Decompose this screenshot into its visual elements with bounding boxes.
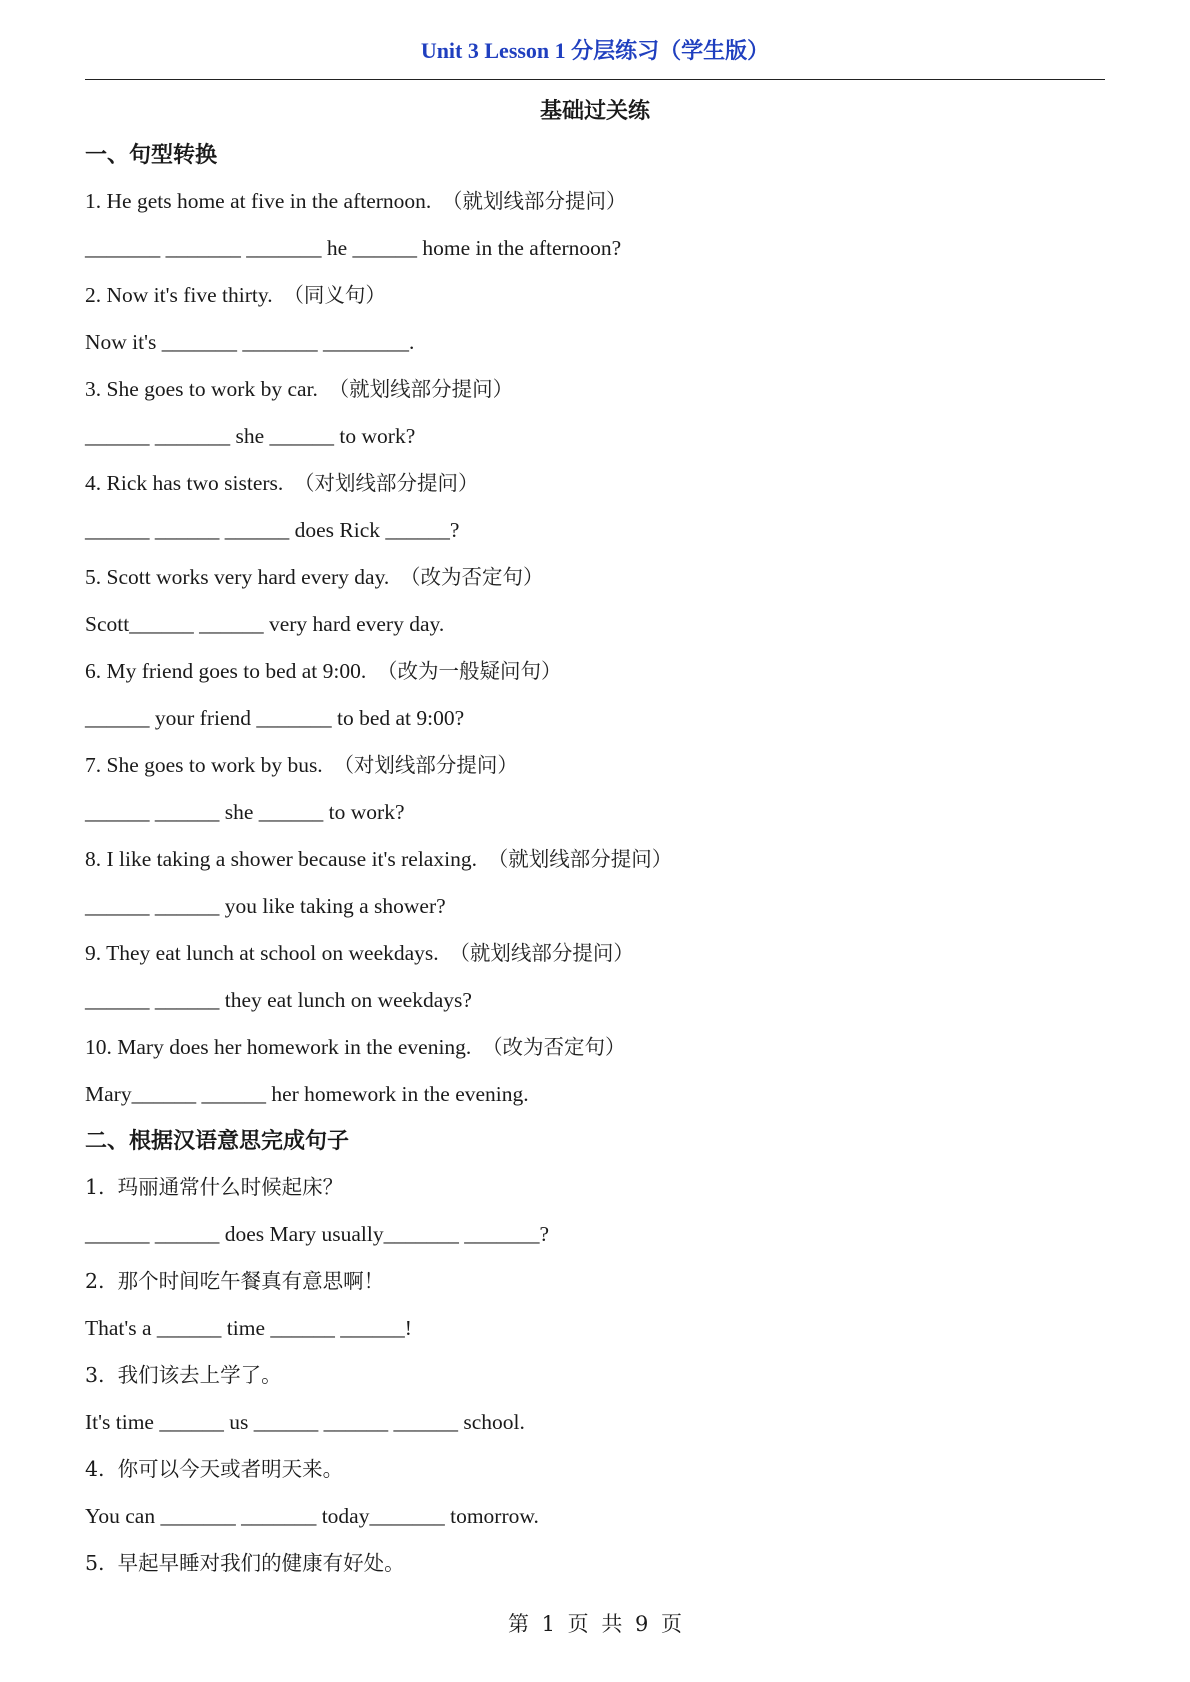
page-number: 第 1 页 共 9 页 [507,1612,683,1636]
document-header-title: Unit 3 Lesson 1 分层练习（学生版） [420,38,770,63]
answer-line-8: ______ ______ you like taking a shower? [85,894,446,918]
answer-line-10: Mary______ ______ her homework in the evening. [85,1082,529,1106]
question-note: （改为否定句） [482,1035,626,1059]
translation-answer-4: You can _______ _______ today_______ tomorrow. [85,1504,539,1528]
answer-line-5: Scott______ ______ very hard every day. [85,612,445,636]
question-text: 7. She goes to work by bus. [85,753,323,777]
question-text: 1. He gets home at five in the afternoon. [85,189,432,213]
translation-question-5: 5. 早起早睡对我们的健康有好处。 [85,1551,405,1575]
section-title: 基础过关练 [539,99,650,124]
question-3 [85,374,513,404]
translation-question-4: 4. 你可以今天或者明天来。 [85,1457,344,1481]
question-text: 9. They eat lunch at school on weekdays. [85,941,439,965]
answer-line-7: ______ ______ she ______ to work? [85,800,405,824]
question-note: （就划线部分提问） [328,377,514,401]
question-5 [85,562,544,592]
question-text: 8. I like taking a shower because it's relaxing. [85,847,477,871]
question-8 [85,844,672,874]
answer-line-9: ______ ______ they eat lunch on weekdays? [85,988,472,1012]
question-note: （同义句） [283,283,386,307]
question-note: （就划线部分提问） [487,847,673,871]
part2-heading: 二、根据汉语意思完成句子 [85,1129,350,1154]
question-1 [85,186,627,216]
translation-question-3: 3. 我们该去上学了。 [85,1363,282,1387]
translation-answer-1: ______ ______ does Mary usually_______ _______? [85,1222,550,1246]
part1-heading: 一、句型转换 [85,143,218,168]
question-text: 4. Rick has two sisters. [85,471,284,495]
question-note: （对划线部分提问） [333,753,518,777]
question-text: 5. Scott works very hard every day. [85,565,390,589]
question-note: （就划线部分提问） [442,189,627,213]
translation-question-2: 2. 那个时间吃午餐真有意思啊！ [85,1269,385,1293]
question-note: （改为一般疑问句） [377,659,562,683]
question-10 [85,1032,626,1062]
question-text: 6. My friend goes to bed at 9:00. [85,659,367,683]
question-note: （就划线部分提问） [449,941,634,965]
answer-line-2: Now it's _______ _______ ________. [85,330,415,354]
answer-line-6: ______ your friend _______ to bed at 9:00? [85,706,465,730]
question-6 [85,656,562,686]
question-2 [85,280,386,310]
question-4 [85,468,479,498]
question-note: （改为否定句） [400,565,544,589]
answer-line-3: ______ _______ she ______ to work? [85,424,416,448]
question-text: 3. She goes to work by car. [85,377,318,401]
translation-answer-2: That's a ______ time ______ ______! [85,1316,412,1340]
question-9 [85,938,634,968]
question-text: 10. Mary does her homework in the evening. [85,1035,472,1059]
question-text: 2. Now it's five thirty. [85,283,273,307]
answer-line-1: _______ _______ _______ he ______ home in the afternoon? [85,236,622,260]
translation-answer-3: It's time ______ us ______ ______ ______ school. [85,1410,525,1434]
question-note: （对划线部分提问） [294,471,479,495]
answer-line-4: ______ ______ ______ does Rick ______? [85,518,460,542]
question-7 [85,750,518,780]
translation-question-1: 1. 玛丽通常什么时候起床？ [85,1175,344,1199]
header-divider [85,79,1105,80]
